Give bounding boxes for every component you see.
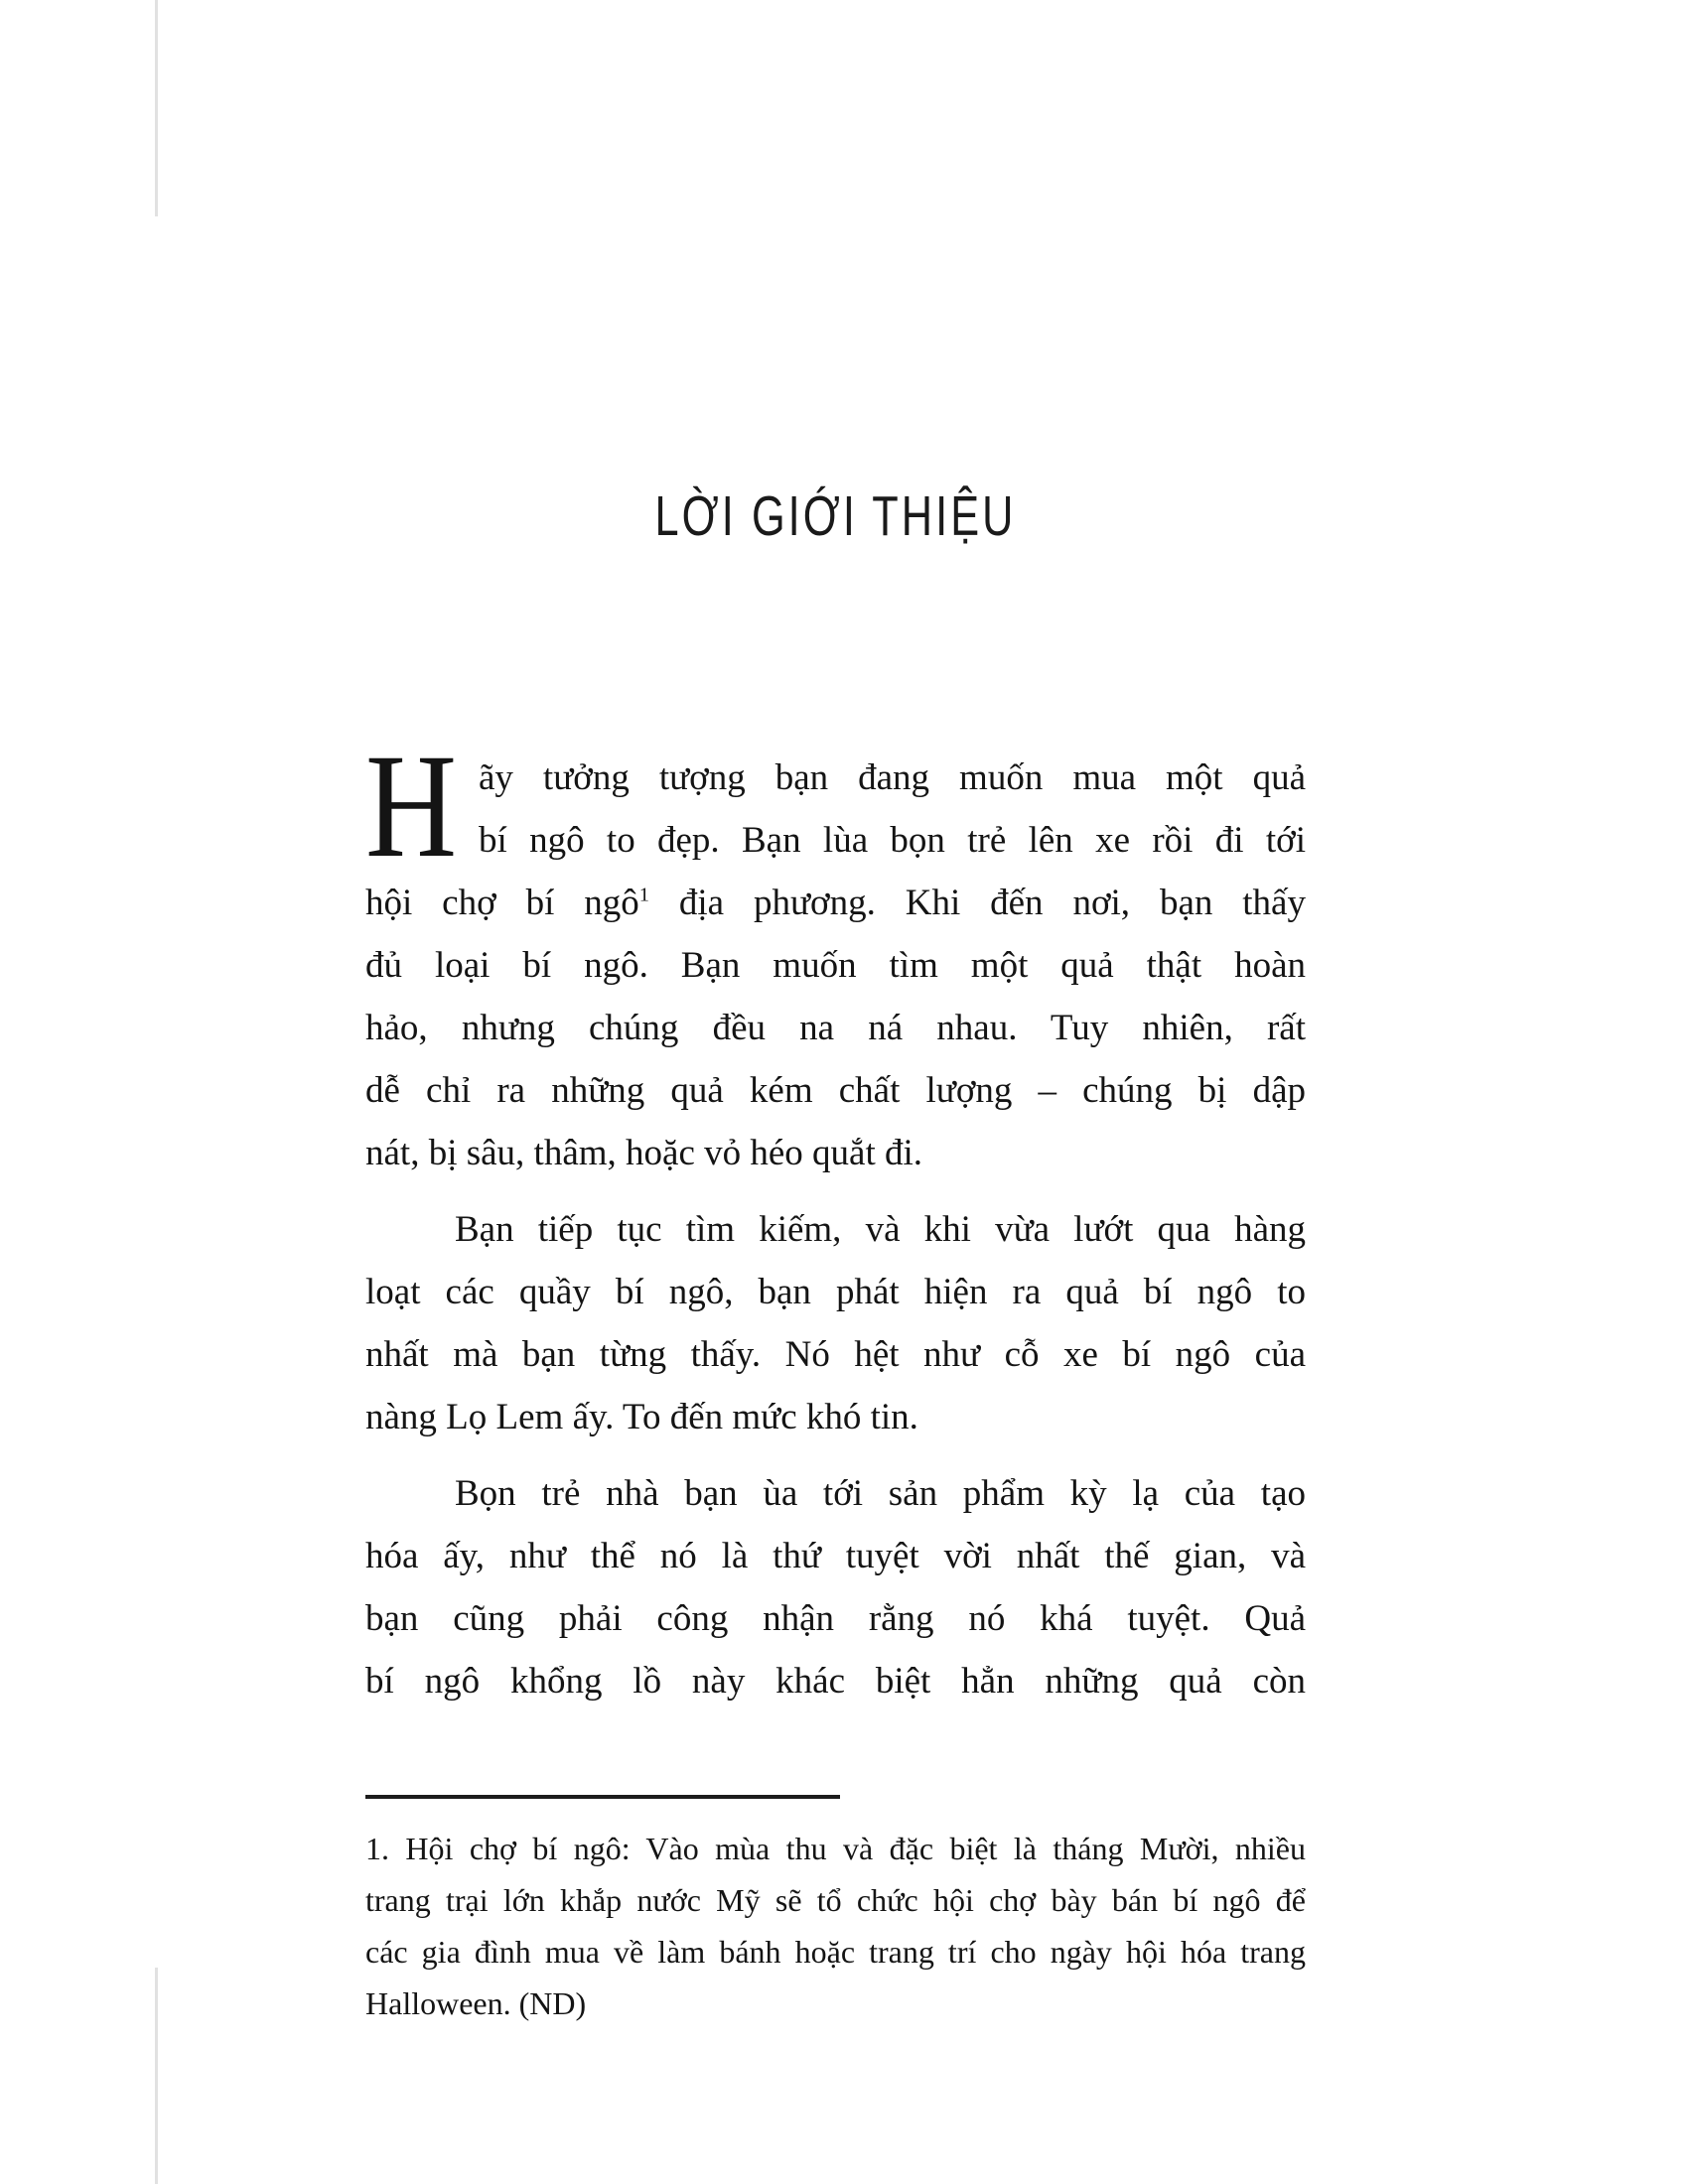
text-line: loạt các quầy bí ngô, bạn phát hiện ra quả bí ngô to	[365, 1272, 1306, 1312]
paragraph	[365, 724, 1306, 1184]
footnote-line: các gia đình mua về làm bánh hoặc trang trí cho ngày hội hóa trang	[365, 1934, 1306, 1970]
text-line: Bọn trẻ nhà bạn ùa tới sản phẩm kỳ lạ của tạo	[455, 1473, 1306, 1514]
paragraph	[365, 1198, 1306, 1448]
text-line: bạn cũng phải công nhận rằng nó khá tuyệt. Quả	[365, 1598, 1306, 1639]
text-line: đủ loại bí ngô. Bạn muốn tìm một quả thật hoàn	[365, 945, 1306, 986]
text-line: nát, bị sâu, thâm, hoặc vỏ héo quắt đi.	[365, 1133, 923, 1173]
footnote-separator	[365, 1795, 840, 1799]
footnote-line: 1. Hội chợ bí ngô: Vào mùa thu và đặc biệt là tháng Mười, nhiều	[365, 1831, 1306, 1866]
footnote-line: trang trại lớn khắp nước Mỹ sẽ tổ chức hội chợ bày bán bí ngô để	[365, 1882, 1306, 1918]
page-edge-rule-top	[155, 0, 158, 216]
text-line: nhất mà bạn từng thấy. Nó hệt như cỗ xe bí ngô của	[365, 1334, 1306, 1375]
chapter-title	[365, 483, 1306, 549]
text-line: ãy tưởng tượng bạn đang muốn mua một quả	[479, 757, 1306, 798]
body-text	[365, 724, 1306, 1712]
text-line: hội chợ bí ngô$^1$ địa phương. Khi đến nơi, bạn thấy	[365, 883, 1306, 923]
drop-cap: H	[365, 724, 458, 888]
page-edge-rule-bottom	[155, 1968, 158, 2184]
footnote-line: Halloween. (ND)	[365, 1985, 587, 2021]
text-line: hóa ấy, như thể nó là thứ tuyệt vời nhất thế gian, và	[365, 1536, 1306, 1576]
text-line: nàng Lọ Lem ấy. To đến mức khó tin.	[365, 1397, 918, 1437]
text-line: bí ngô to đẹp. Bạn lùa bọn trẻ lên xe rồi đi tới	[479, 820, 1306, 861]
footnote-reference: 1	[638, 884, 649, 906]
text-line: dễ chỉ ra những quả kém chất lượng – chúng bị dập	[365, 1070, 1306, 1111]
chapter-title-text: LỜI GIỚI THIỆU	[654, 484, 1017, 548]
text-line: bí ngô khổng lồ này khác biệt hẳn những quả còn	[365, 1661, 1306, 1702]
paragraph	[365, 1462, 1306, 1712]
text-line: Bạn tiếp tục tìm kiếm, và khi vừa lướt qua hàng	[455, 1209, 1306, 1250]
footnote	[365, 1823, 1306, 2029]
text-line: hảo, nhưng chúng đều na ná nhau. Tuy nhiên, rất	[365, 1008, 1306, 1048]
